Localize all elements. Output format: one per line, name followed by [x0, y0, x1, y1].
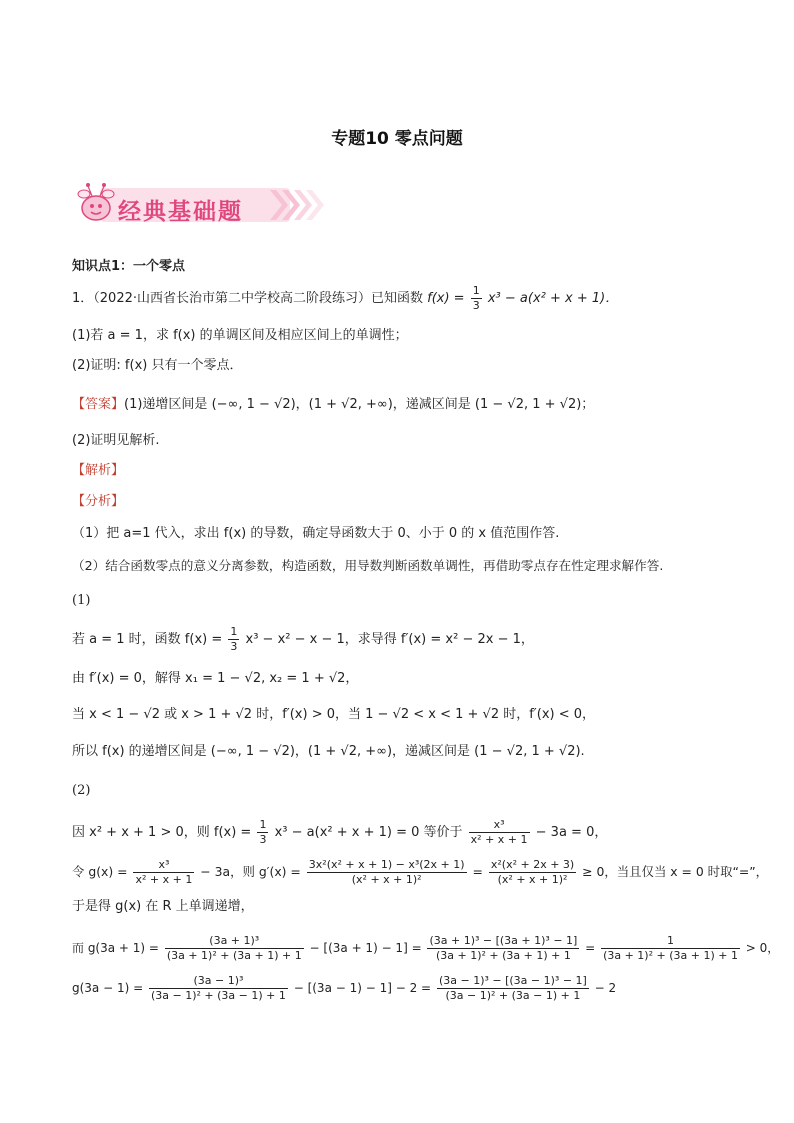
frac-den: 3: [259, 833, 267, 846]
sol2-l5a: g(3a − 1) =: [72, 981, 144, 995]
sol2-l2b: − 3a，则 g′(x) =: [200, 864, 301, 879]
sol1-tag: (1): [72, 593, 91, 608]
problem-source: 1．（2022·山西省长治市第二中学校高二阶段练习）已知函数: [72, 291, 423, 306]
frac-den: (3a + 1)² + (3a + 1) + 1: [603, 949, 738, 962]
frac-num: (3a − 1)³: [149, 974, 288, 989]
sol2-l4a: 而 g(3a + 1) =: [72, 941, 159, 955]
fraction-g3a1-b: [427, 934, 579, 963]
page-title: 专题10 零点问题: [331, 129, 463, 149]
frac-num: x³: [133, 858, 194, 873]
problem-part2: (2)证明: f(x) 只有一个零点．: [72, 358, 243, 373]
sol2-line3: 于是得 g(x) 在 R 上单调递增，: [72, 899, 254, 914]
fraction-one-third-2: [228, 625, 239, 654]
sol2-line2: [72, 858, 768, 887]
sol1-line4: 所以 f(x) 的递增区间是 (−∞, 1 − √2)，(1 + √2, +∞)，递减区间是 (1 − √2, 1 + √2).: [72, 744, 585, 759]
sol1-l1b: x³ − x² − x − 1，求导得 f′(x) = x² − 2x − 1，: [245, 632, 534, 647]
frac-den: (x² + x + 1)²: [351, 873, 422, 886]
frac-den: (3a + 1)² + (3a + 1) + 1: [435, 949, 571, 962]
fraction-x3: [469, 818, 530, 847]
analysis-label: 【解析】: [72, 463, 125, 478]
fraction-g: [133, 858, 194, 887]
sol2-l1b: x³ − a(x² + x + 1) = 0 等价于: [274, 825, 463, 840]
fraction-gprime: [307, 858, 467, 887]
sol2-tag: (2): [72, 783, 91, 798]
fraction-g3am1-a: [149, 974, 288, 1003]
fraction-one-third-3: [257, 818, 268, 847]
fraction-g3a1-a: [165, 934, 304, 963]
sol2-l4b: − [(3a + 1) − 1] =: [309, 941, 422, 955]
sol2-line1: [72, 818, 607, 847]
fenxi-label: 【分析】: [72, 494, 125, 509]
frac-den: (3a − 1)² + (3a − 1) + 1: [445, 989, 581, 1002]
fraction-g3a1-c: [601, 934, 740, 963]
frac-num: 1: [601, 934, 740, 949]
sol2-l2c: ≥ 0，当且仅当 x = 0 时取“=”，: [582, 864, 769, 879]
sol2-l1a: 因 x² + x + 1 > 0，则 f(x) =: [72, 825, 256, 840]
fenxi-para1: （1）把 a=1 代入，求出 f(x) 的导数，确定导函数大于 0、小于 0 的 x 值范围作答.: [72, 526, 560, 541]
frac-den: (x² + x + 1)²: [497, 873, 568, 886]
frac-num: (3a + 1)³ − [(3a + 1)³ − 1]: [429, 934, 578, 947]
fenxi-para2: （2）结合函数零点的意义分离参数，构造函数，用导数判断函数单调性，再借助零点存在性定理求解作答.: [72, 558, 664, 573]
frac-num: (3a + 1)³: [165, 934, 304, 949]
frac-num: x²(x² + 2x + 3): [490, 858, 575, 871]
sol2-l4c: > 0，: [745, 941, 780, 955]
fraction-one-third: [471, 284, 482, 313]
answer-line2: (2)证明见解析.: [72, 433, 160, 448]
sol1-line1: [72, 625, 534, 654]
sol2-l5b: − [(3a − 1) − 1] − 2 =: [293, 981, 432, 995]
answer-label: 【答案】: [72, 397, 125, 412]
frac-num: 1: [472, 284, 480, 297]
sol1-l1a: 若 a = 1 时，函数 f(x) =: [72, 632, 227, 647]
frac-den: 3: [472, 299, 480, 312]
frac-num: x³: [469, 818, 530, 833]
frac-den: (3a + 1)² + (3a + 1) + 1: [166, 949, 302, 962]
fraction-g3am1-b: [437, 974, 589, 1003]
answer-text1: (1)递增区间是 (−∞, 1 − √2)，(1 + √2, +∞)，递减区间是 (1 − √2, 1 + √2)；: [124, 397, 595, 412]
sol1-line2: 由 f′(x) = 0，解得 x₁ = 1 − √2, x₂ = 1 + √2，: [72, 671, 359, 686]
sol2-l1c: − 3a = 0，: [535, 825, 608, 840]
problem-func-rest: x³ − a(x² + x + 1)．: [487, 291, 619, 306]
frac-den: (3a − 1)² + (3a − 1) + 1: [150, 989, 286, 1002]
frac-num: 1: [230, 625, 238, 638]
banner-label: 经典基础题: [118, 199, 243, 225]
frac-den: x² + x + 1: [470, 833, 528, 846]
equals: =: [585, 941, 596, 955]
sol2-l5c: − 2: [594, 981, 617, 995]
sol1-line3: 当 x < 1 − √2 或 x > 1 + √2 时，f′(x) > 0，当 1 − √2 < x < 1 + √2 时，f′(x) < 0，: [72, 707, 596, 722]
sol2-l2a: 令 g(x) =: [72, 864, 128, 879]
sol2-line5: [72, 974, 616, 1003]
section-heading: 知识点1：一个零点: [72, 259, 186, 274]
problem-statement: [72, 284, 618, 313]
fraction-gprime-simplified: [489, 858, 576, 887]
frac-num: 1: [259, 818, 267, 831]
frac-den: x² + x + 1: [135, 873, 193, 886]
frac-num: (3a − 1)³ − [(3a − 1)³ − 1]: [438, 974, 587, 987]
equals: =: [472, 864, 483, 879]
problem-part1: (1)若 a = 1，求 f(x) 的单调区间及相应区间上的单调性；: [72, 328, 408, 343]
answer-line1: [72, 396, 594, 414]
frac-num: 3x²(x² + x + 1) − x³(2x + 1): [308, 858, 465, 871]
section-banner: [70, 178, 325, 232]
sol2-line4: [72, 934, 779, 963]
frac-den: 3: [230, 640, 238, 653]
problem-func: f(x) =: [427, 291, 469, 306]
